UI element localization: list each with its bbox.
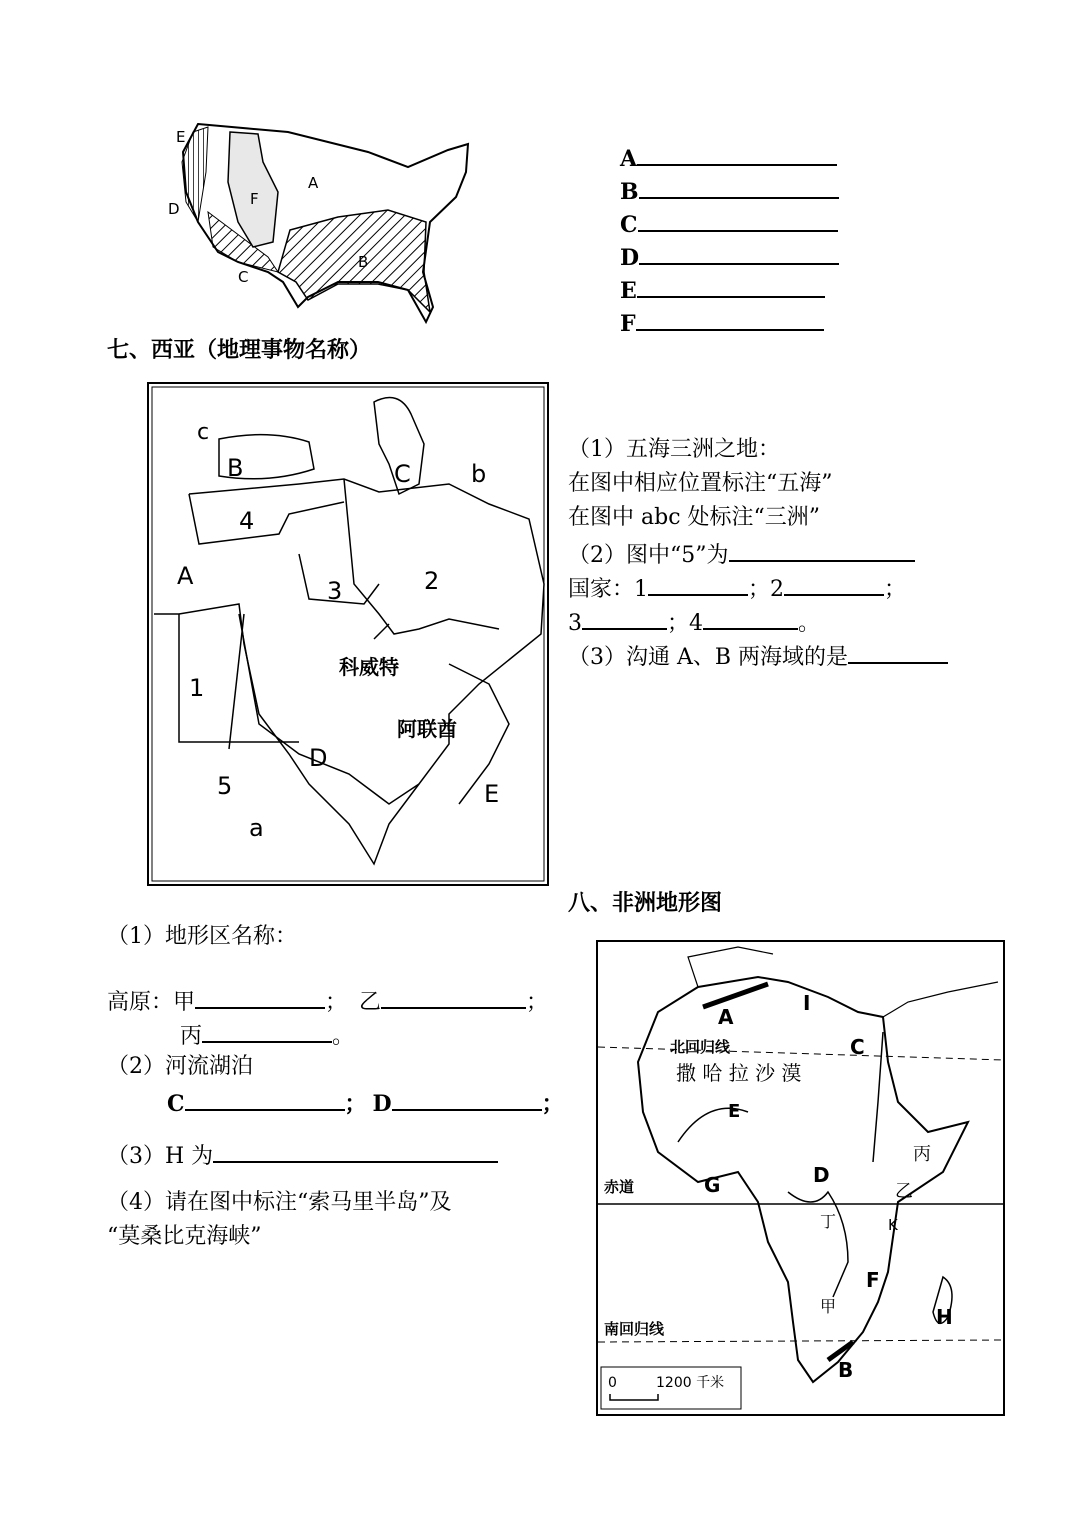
af-label-e: E xyxy=(728,1101,741,1122)
wa-label-kuwait: 科威特 xyxy=(339,655,399,679)
af-label-c: C xyxy=(850,1035,865,1059)
wa-label-5: 5 xyxy=(217,772,233,800)
wa-label-c-sea: C xyxy=(394,460,411,488)
af-scale-label: 1200 千米 xyxy=(656,1375,725,1391)
usa-answer-e[interactable]: E xyxy=(620,274,839,307)
af-q2: （2）河流湖泊 xyxy=(107,1054,253,1079)
usa-answer-b[interactable]: B xyxy=(620,175,839,208)
usa-answer-list xyxy=(620,142,839,340)
wa-label-e-sea: E xyxy=(484,780,500,808)
af-label-f: F xyxy=(866,1268,880,1292)
usa-label-c: C xyxy=(238,268,249,286)
af-label-d: D xyxy=(813,1163,830,1187)
usa-label-d: D xyxy=(168,200,180,218)
usa-answer-a[interactable]: A xyxy=(620,142,839,175)
wa-label-1: 1 xyxy=(189,674,205,702)
af-label-a: A xyxy=(718,1005,734,1029)
af-label-i: I xyxy=(803,991,811,1015)
af-label-b: B xyxy=(838,1358,854,1382)
af-q1: （1）地形区名称： xyxy=(107,924,297,949)
usa-map xyxy=(168,112,498,332)
af-label-tropic-n: 北回归线 xyxy=(670,1038,731,1056)
wa-label-4: 4 xyxy=(239,507,255,535)
wa-label-b-sea: B xyxy=(227,454,244,482)
wa-q2-countries-a[interactable]: 国家：1 ；2 ； xyxy=(568,572,948,606)
af-q4-line1: （4）请在图中标注“索马里半岛”及 xyxy=(107,1190,452,1215)
africa-heading: 八、非洲地形图 xyxy=(568,890,723,916)
af-label-equator: 赤道 xyxy=(604,1178,635,1196)
af-label-k: K xyxy=(888,1216,898,1234)
wa-q2-countries-b[interactable]: 3 ；4 。 xyxy=(568,606,948,640)
af-q2-blanks[interactable]: C ； D ； xyxy=(107,1087,564,1139)
wa-label-d-sea: D xyxy=(309,744,328,772)
wa-label-b: b xyxy=(471,460,487,488)
wa-q1-title: （1）五海三洲之地： xyxy=(568,437,780,462)
usa-label-e: E xyxy=(176,128,186,146)
wa-q1-line2: 在图中 abc 处标注“三洲” xyxy=(568,505,821,530)
usa-label-b: B xyxy=(358,253,369,271)
af-q1-bing[interactable]: 丙 。 xyxy=(107,1019,564,1053)
west-asia-questions xyxy=(568,436,948,674)
africa-questions xyxy=(107,923,564,1257)
usa-answer-f[interactable]: F xyxy=(620,307,839,340)
af-label-g: G xyxy=(704,1173,721,1197)
usa-answer-d[interactable]: D xyxy=(620,241,839,274)
usa-label-f: F xyxy=(250,190,259,208)
af-label-tropic-s: 南回归线 xyxy=(604,1320,665,1338)
af-scale-zero: 0 xyxy=(608,1375,617,1391)
af-q1-plateau[interactable]: 高原：甲 ； 乙 ； xyxy=(107,985,564,1019)
usa-answer-c[interactable]: C xyxy=(620,208,839,241)
af-label-sahara: 撒 哈 拉 沙 漠 xyxy=(676,1061,802,1085)
africa-map xyxy=(596,940,1005,1416)
west-asia-map xyxy=(147,382,549,886)
wa-label-2: 2 xyxy=(424,567,440,595)
wa-q3[interactable]: （3）沟通 A、B 两海域的是 xyxy=(568,640,948,674)
wa-label-c: c xyxy=(197,420,210,445)
af-label-jia: 甲 xyxy=(820,1297,837,1316)
usa-label-a: A xyxy=(308,174,319,192)
wa-label-a: a xyxy=(249,814,264,842)
af-label-h: H xyxy=(936,1305,953,1329)
wa-label-3: 3 xyxy=(327,577,343,605)
af-q4-line2: “莫桑比克海峡” xyxy=(107,1224,262,1249)
wa-label-uae: 阿联酋 xyxy=(397,717,457,741)
af-label-bing: 丙 xyxy=(913,1144,931,1165)
wa-q1-line1: 在图中相应位置标注“五海” xyxy=(568,471,833,496)
wa-label-a-sea: A xyxy=(177,562,194,590)
af-label-yi: 乙 xyxy=(895,1181,913,1202)
wa-q2-title[interactable]: （2）图中“5”为 xyxy=(568,538,948,572)
af-label-ding: 丁 xyxy=(820,1212,837,1231)
af-q3[interactable]: （3）H 为 xyxy=(107,1139,564,1189)
west-asia-heading: 七、西亚（地理事物名称） xyxy=(107,337,372,363)
